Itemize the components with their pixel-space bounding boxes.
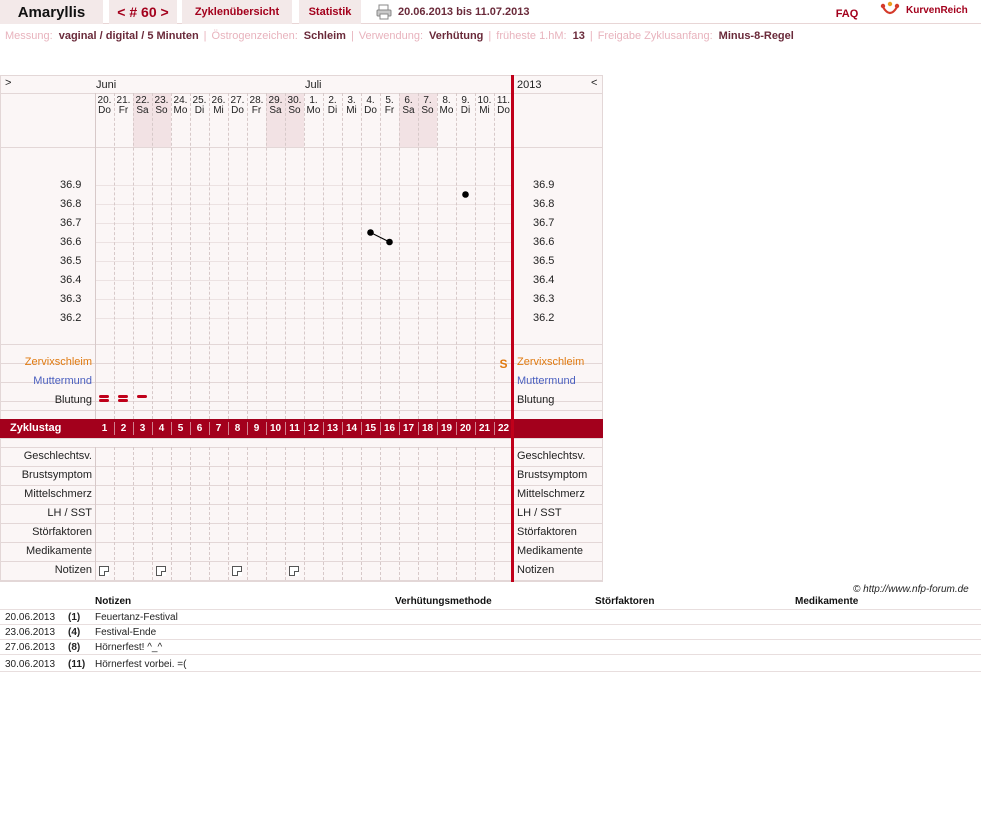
kurvenreich-logo[interactable] [880,0,981,22]
temp-tick-label-right: 36.8 [533,198,555,210]
temp-tick-label: 36.8 [60,198,82,210]
row-label-muttermund: Muttermund [33,375,92,387]
day-date-label: 6. [404,95,413,106]
cycle-day-separator [152,422,153,435]
day-date-label: 24. [173,95,188,106]
note-date: 27.06.2013 [5,642,56,653]
day-weekday-label: So [421,105,434,116]
cycle-day-separator [437,422,438,435]
day-column-line [323,447,324,580]
day-column-line [361,447,362,580]
date-range: 20.06.2013 bis 11.07.2013 [398,6,530,18]
row-label-geschlechtsv: Geschlechtsv. [23,450,92,462]
row-label-st-rfaktoren: Störfaktoren [32,526,92,538]
day-column-line [190,447,191,580]
cycle-day-number: 19 [440,423,453,434]
info-separator: | [350,30,354,42]
cycle-day-number: 4 [158,423,165,434]
info-label-freigabe: Freigabe Zyklusanfang: [597,30,713,42]
day-weekday-label: Sa [136,105,149,116]
day-weekday-label: Sa [402,105,415,116]
temp-tick-label: 36.4 [60,274,82,286]
info-label-verwendung: Verwendung: [358,30,424,42]
day-column-line [418,447,419,580]
day-date-label: 3. [347,95,356,106]
day-column-line [171,447,172,580]
note-icon[interactable] [289,566,299,576]
bleeding-mark[interactable] [137,395,147,398]
day-date-label: 2. [328,95,337,106]
cycle-day-number: 7 [215,423,222,434]
cycle-day-number: 13 [326,423,339,434]
cycle-day-number: 22 [497,423,510,434]
temp-tick-label: 36.2 [60,312,82,324]
kurvenreich-logo-icon [880,1,900,19]
day-date-label: 26. [211,95,226,106]
day-weekday-label: Do [497,105,510,116]
temp-tick-label: 36.7 [60,217,82,229]
day-column-line [95,447,96,580]
info-value-messung: vaginal / digital / 5 Minuten [58,30,199,42]
note-date: 23.06.2013 [5,627,56,638]
note-text: Hörnerfest! ^_^ [95,642,163,653]
day-date-label: 10. [477,95,492,106]
column-header-verhuetungsmethode: Verhütungsmethode [395,596,492,607]
cycle-day-separator [171,422,172,435]
day-column-line [475,447,476,580]
day-column-line [342,447,343,580]
month-label-juni: Juni [96,79,117,91]
cycle-day-number: 12 [307,423,320,434]
day-date-label: 20. [97,95,112,106]
cycle-day-separator [494,422,495,435]
info-value-freigabe: Minus-8-Regel [718,30,794,42]
row-label-lh-sst: LH / SST [47,507,92,519]
temp-tick-label-right: 36.7 [533,217,555,229]
tab-zyklenuebersicht[interactable]: Zyklenübersicht [182,0,292,24]
bleeding-mark[interactable] [118,399,128,402]
day-weekday-label: Sa [269,105,282,116]
info-value-verwendung: Verhütung [429,30,484,42]
cycle-day-separator [228,422,229,435]
cycle-day-number: 9 [253,423,260,434]
note-cycle-day: (8) [68,642,81,653]
day-weekday-label: Di [460,105,471,116]
chart-nav-next[interactable]: < [591,77,598,89]
row-label-zervixschleim-right: Zervixschleim [517,356,585,368]
cycle-day-number: 5 [177,423,184,434]
cycle-day-separator [456,422,457,435]
day-date-label: 22. [135,95,150,106]
current-cycle-end-line [511,75,514,582]
info-value-frueheste-hm: 13 [572,30,585,42]
temp-tick-label: 36.3 [60,293,82,305]
temp-tick-label: 36.9 [60,179,82,191]
cycle-day-separator [209,422,210,435]
row-label-mittelschmerz: Mittelschmerz [24,488,92,500]
day-weekday-label: Mo [306,105,321,116]
temp-tick-label: 36.5 [60,255,82,267]
row-label-brustsymptom: Brustsymptom [21,469,92,481]
cycle-day-number: 3 [139,423,146,434]
note-text: Feuertanz-Festival [95,612,178,623]
cycle-day-separator [361,422,362,435]
cycle-navigation[interactable]: < # 60 > [109,0,177,24]
day-column-line [437,447,438,580]
cycle-day-number: 10 [269,423,282,434]
note-cycle-day: (1) [68,612,81,623]
column-header-notizen: Notizen [95,596,132,607]
note-date: 20.06.2013 [5,612,56,623]
day-weekday-label: So [288,105,301,116]
bleeding-mark[interactable] [99,399,109,402]
day-weekday-label: Mi [479,105,490,116]
info-value-oestrogen: Schleim [303,30,346,42]
note-icon[interactable] [232,566,242,576]
day-date-label: 4. [366,95,375,106]
day-date-label: 9. [461,95,470,106]
day-column-line [380,447,381,580]
cycle-day-number: 16 [383,423,396,434]
info-separator: | [589,30,593,42]
copyright: © http://www.nfp-forum.de [853,584,969,595]
cycle-chart [0,75,603,582]
temp-tick-label: 36.6 [60,236,82,248]
day-column-line [228,447,229,580]
info-separator: | [203,30,207,42]
day-column-line [304,447,305,580]
info-label-frueheste-hm: früheste 1.hM: [496,30,567,42]
table-row [0,657,981,672]
chart-nav-prev[interactable]: > [5,77,12,89]
day-column-line [114,447,115,580]
day-weekday-label: Do [98,105,111,116]
day-weekday-label: Fr [118,105,129,116]
day-weekday-label: Fr [251,105,262,116]
day-column-line [399,447,400,580]
temperature-point[interactable] [367,229,374,236]
logo-text: KurvenReich [906,4,968,16]
table-row [0,610,981,625]
cycle-day-separator [285,422,286,435]
day-date-label: 8. [442,95,451,106]
cycle-day-separator [266,422,267,435]
cycle-day-separator [247,422,248,435]
row-label-mittelschmerz-right: Mittelschmerz [517,488,585,500]
day-column-line [494,447,495,580]
cycle-day-number: 6 [196,423,203,434]
day-column-line [133,447,134,580]
cycle-day-separator [380,422,381,435]
table-row [0,640,981,655]
temp-tick-label-right: 36.5 [533,255,555,267]
note-cycle-day: (4) [68,627,81,638]
cycle-day-number: 11 [289,423,300,434]
day-column-line [209,447,210,580]
note-icon[interactable] [156,566,166,576]
note-cycle-day: (11) [68,659,86,670]
bleeding-mark[interactable] [118,395,128,398]
cycle-day-label: Zyklustag [10,422,62,434]
day-weekday-label: Di [194,105,205,116]
table-row [0,625,981,640]
temperature-point[interactable] [386,239,393,246]
day-date-label: 27. [230,95,245,106]
temp-tick-label-right: 36.9 [533,179,555,191]
cervix-mark[interactable]: S [499,357,508,371]
cycle-day-number: 14 [345,423,358,434]
day-date-label: 25. [192,95,207,106]
day-column-line [247,447,248,580]
cycle-day-number: 17 [402,423,415,434]
cycle-day-separator [304,422,305,435]
cycle-day-number: 18 [421,423,434,434]
day-date-label: 1. [309,95,318,106]
faq-link[interactable]: FAQ [835,8,859,20]
row-label-medikamente-right: Medikamente [517,545,584,557]
cycle-day-number: 21 [478,423,491,434]
temp-tick-label-right: 36.3 [533,293,555,305]
day-date-label: 30. [287,95,302,106]
top-bar [0,0,981,24]
cycle-day-separator [190,422,191,435]
row-label-lh-sst-right: LH / SST [517,507,562,519]
cycle-day-separator [114,422,115,435]
day-column-line [266,447,267,580]
temperature-point[interactable] [462,191,469,198]
day-weekday-label: So [155,105,168,116]
day-weekday-label: Di [327,105,338,116]
temp-tick-label-right: 36.2 [533,312,555,324]
day-weekday-label: Mo [439,105,454,116]
row-label-brustsymptom-right: Brustsymptom [517,469,588,481]
cycle-day-separator [133,422,134,435]
note-text: Hörnerfest vorbei. =( [95,659,187,670]
row-label-st-rfaktoren-right: Störfaktoren [517,526,577,538]
note-date: 30.06.2013 [5,659,56,670]
tab-statistik[interactable]: Statistik [299,0,361,24]
day-date-label: 29. [268,95,283,106]
cycle-day-number: 8 [234,423,241,434]
cycle-day-separator [342,422,343,435]
info-label-messung: Messung: [5,30,53,42]
row-label-notizen-right: Notizen [517,564,555,576]
day-weekday-label: Mo [173,105,188,116]
day-column-line [456,447,457,580]
cycle-day-separator [399,422,400,435]
row-label-geschlechtsv-right: Geschlechtsv. [517,450,586,462]
cycle-day-number: 2 [120,423,127,434]
day-date-label: 5. [385,95,394,106]
temp-tick-label-right: 36.6 [533,236,555,248]
day-column-line [152,447,153,580]
row-label-muttermund-right: Muttermund [517,375,576,387]
row-label-blutung-right: Blutung [517,394,555,406]
day-date-label: 7. [423,95,432,106]
day-weekday-label: Mi [346,105,357,116]
cycle-info-line [5,30,794,42]
cycle-day-separator [323,422,324,435]
info-label-oestrogen: Östrogenzeichen: [211,30,298,42]
day-date-label: 23. [154,95,169,106]
day-date-label: 11. [496,95,511,106]
info-separator: | [488,30,492,42]
day-weekday-label: Do [231,105,244,116]
printer-icon[interactable] [376,0,392,24]
column-header-medikamente: Medikamente [795,596,859,607]
cycle-day-separator [418,422,419,435]
row-label-notizen: Notizen [54,564,92,576]
year-label: 2013 [517,79,542,91]
row-label-medikamente: Medikamente [25,545,92,557]
app-title: Amaryllis [0,0,103,24]
row-label-zervixschleim: Zervixschleim [24,356,92,368]
note-icon[interactable] [99,566,109,576]
day-weekday-label: Do [364,105,377,116]
day-weekday-label: Fr [384,105,395,116]
month-label-juli: Juli [305,79,322,91]
day-weekday-label: Mi [213,105,224,116]
cycle-day-number: 15 [364,423,377,434]
cycle-day-separator [475,422,476,435]
cycle-day-number: 20 [459,423,472,434]
column-header-stoerfaktoren: Störfaktoren [595,596,655,607]
bleeding-mark[interactable] [99,395,109,398]
day-date-label: 21. [116,95,131,106]
day-column-line [285,447,286,580]
note-text: Festival-Ende [95,627,157,638]
day-date-label: 28. [249,95,264,106]
cycle-day-number: 1 [101,423,108,434]
row-label-blutung: Blutung [54,394,92,406]
temp-tick-label-right: 36.4 [533,274,555,286]
